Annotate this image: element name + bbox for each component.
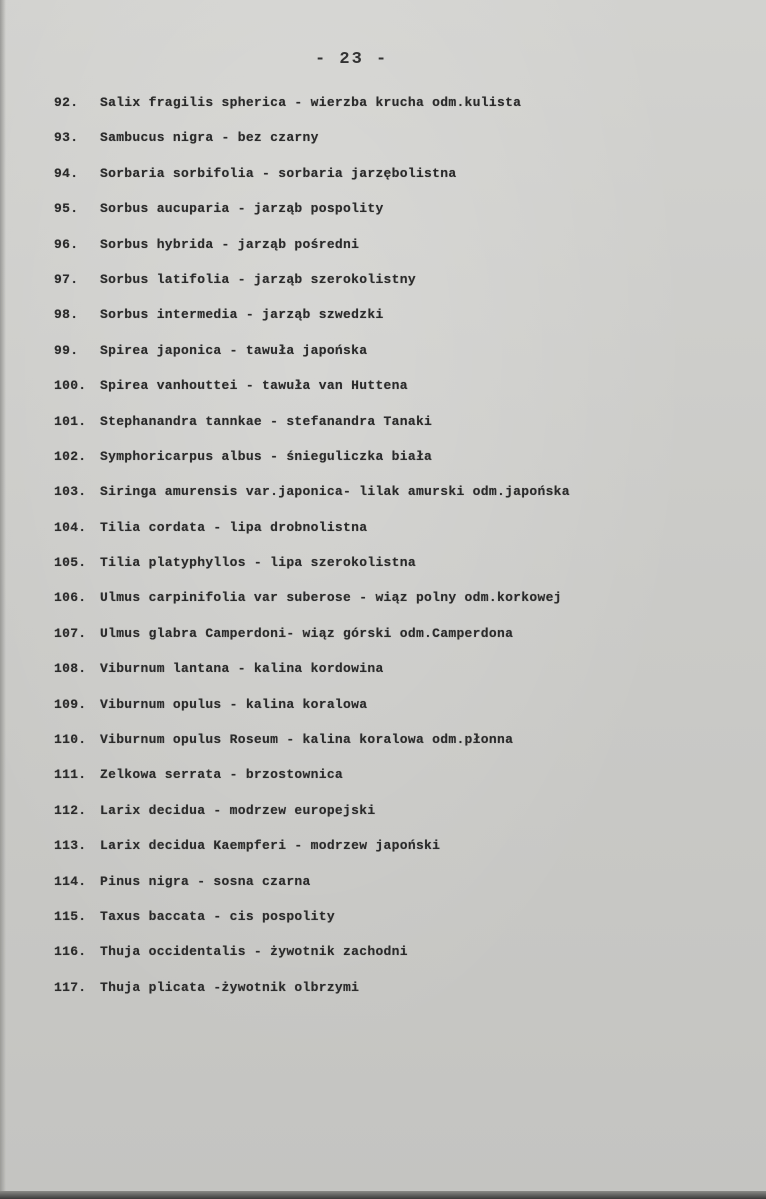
list-item	[54, 199, 570, 234]
list-item	[54, 942, 570, 977]
entry-text: Salix fragilis spherica - wierzba krucha odm.kulista	[100, 95, 522, 110]
entry-text: Siringa amurensis var.japonica- lilak amurski odm.japońska	[100, 484, 570, 500]
entry-text: Thuja occidentalis - żywotnik zachodni	[100, 944, 408, 960]
entry-text: Sorbus hybrida - jarząb pośredni	[100, 236, 360, 252]
entry-number: 117.	[54, 979, 87, 995]
entry-number: 115.	[54, 908, 87, 924]
entry-number: 93.	[54, 130, 79, 146]
entry-number: 103.	[54, 484, 87, 500]
list-item	[54, 765, 570, 800]
entry-text: Pinus nigra - sosna czarna	[100, 873, 311, 889]
entry-text: Taxus baccata - cis pospolity	[100, 908, 335, 924]
list-item	[54, 305, 570, 340]
list-item	[54, 978, 570, 1013]
plant-species-list	[54, 93, 570, 1013]
list-item	[54, 872, 570, 907]
entry-text: Viburnum lantana - kalina kordowina	[100, 661, 384, 677]
list-item	[54, 659, 570, 694]
list-item	[54, 270, 570, 305]
entry-text: Thuja plicata -żywotnik olbrzymi	[100, 979, 360, 995]
entry-number: 116.	[54, 944, 87, 960]
entry-text: Ulmus glabra Camperdoni- wiąz górski odm.Camperdona	[100, 625, 514, 641]
entry-text: Sorbus latifolia - jarząb szerokolistny	[100, 271, 416, 287]
entry-text: Viburnum opulus Roseum - kalina koralowa odm.płonna	[100, 732, 514, 748]
entry-text: Sorbus aucuparia - jarząb pospolity	[100, 201, 384, 217]
entry-text: Tilia platyphyllos - lipa szerokolistna	[100, 555, 416, 571]
entry-number: 113.	[54, 838, 87, 854]
entry-text: Larix decidua - modrzew europejski	[100, 802, 376, 818]
list-item	[54, 553, 570, 588]
entry-text: Sorbus intermedia - jarząb szwedzki	[100, 307, 384, 323]
list-item	[54, 412, 570, 447]
entry-number: 100.	[54, 378, 87, 394]
entry-text: Sambucus nigra - bez czarny	[100, 130, 319, 146]
entry-number: 111.	[54, 767, 87, 783]
entry-number: 99.	[54, 342, 79, 358]
entry-number: 94.	[54, 165, 79, 181]
list-item	[54, 518, 570, 553]
list-item	[54, 164, 570, 199]
entry-number: 109.	[54, 696, 87, 712]
list-item	[54, 341, 570, 376]
list-item	[54, 482, 570, 517]
list-item	[54, 836, 570, 871]
list-item	[54, 93, 570, 128]
page-bottom-edge-shadow	[0, 1191, 766, 1199]
entry-number: 112.	[54, 802, 87, 818]
page-left-edge-shadow	[0, 0, 6, 1199]
list-item	[54, 128, 570, 163]
entry-number: 105.	[54, 555, 87, 571]
list-item	[54, 907, 570, 942]
list-item	[54, 447, 570, 482]
list-item	[54, 730, 570, 765]
entry-number: 98.	[54, 307, 79, 323]
list-item	[54, 695, 570, 730]
entry-number: 92.	[54, 95, 79, 110]
entry-number: 114.	[54, 873, 87, 889]
entry-text: Stephanandra tannkae - stefanandra Tanaki	[100, 413, 433, 429]
page-number: - 23 -	[315, 50, 389, 69]
list-item	[54, 376, 570, 411]
entry-number: 95.	[54, 201, 79, 217]
entry-number: 97.	[54, 271, 79, 287]
entry-text: Ulmus carpinifolia var suberose - wiąz polny odm.korkowej	[100, 590, 562, 606]
entry-text: Zelkowa serrata - brzostownica	[100, 767, 344, 783]
list-item	[54, 801, 570, 836]
list-item	[54, 235, 570, 270]
entry-text: Spirea japonica - tawuła japońska	[100, 342, 368, 358]
entry-number: 101.	[54, 413, 87, 429]
list-item	[54, 624, 570, 659]
entry-text: Spirea vanhouttei - tawuła van Huttena	[100, 378, 408, 394]
entry-text: Symphoricarpus albus - śnieguliczka biała	[100, 448, 433, 464]
entry-number: 106.	[54, 590, 87, 606]
entry-number: 107.	[54, 625, 87, 641]
entry-number: 110.	[54, 732, 87, 748]
entry-text: Viburnum opulus - kalina koralowa	[100, 696, 368, 712]
entry-number: 102.	[54, 448, 87, 464]
entry-text: Sorbaria sorbifolia - sorbaria jarzębolistna	[100, 165, 457, 181]
entry-text: Tilia cordata - lipa drobnolistna	[100, 519, 368, 535]
entry-number: 104.	[54, 519, 87, 535]
entry-number: 108.	[54, 661, 87, 677]
list-item	[54, 588, 570, 623]
entry-text: Larix decidua Kaempferi - modrzew japoński	[100, 838, 441, 854]
entry-number: 96.	[54, 236, 79, 252]
